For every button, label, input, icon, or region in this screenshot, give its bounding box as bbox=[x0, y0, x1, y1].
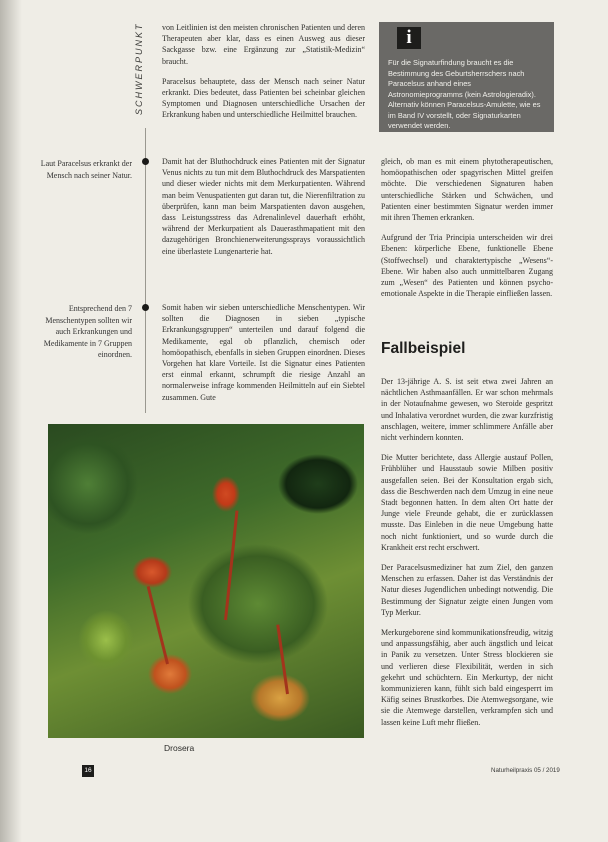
sidenote-bullet bbox=[142, 304, 149, 311]
drosera-photo bbox=[48, 424, 364, 738]
footer-publication: Naturheilpraxis 05 / 2019 bbox=[491, 767, 560, 774]
info-box bbox=[379, 22, 554, 132]
plant-stem bbox=[276, 624, 289, 694]
paragraph: gleich, ob man es mit einem phytotherapeutischen, homöopathischen oder spagyrischen Mittel greifen möchte. Die verschiedenen Signaturen haben unterschiedliche Stärken und Schwächen, und Patienten einer bestimmten Signatur werden immer mit ihren Themen erkranken. bbox=[381, 157, 553, 223]
page-number: 16 bbox=[82, 765, 94, 777]
margin-rule bbox=[145, 128, 146, 413]
paragraph: Damit hat der Bluthochdruck eines Patienten mit der Signatur Venus nichts zu tun mit dem Bluthochdruck des Marspatienten und dieser wieder nichts mit dem Merkurpatienten. Während man beim Venuspatienten gut daran tut, die Nierenfiltration zu überprüfen, kann man beim Marspatienten davon ausgehen, dass Leistungsstress das Adrenalinlevel dauerhaft erhöht, während der Merkurpatient als Dauerasthmapatient mit den dazugehörigen Bronchienerweiterungssprays voraussichtlich eine überlastete Lungenarterie hat. bbox=[162, 157, 365, 256]
photo-caption: Drosera bbox=[164, 743, 195, 753]
section-label: SCHWERPUNKT bbox=[134, 22, 144, 115]
sidenote-1: Laut Paracelsus erkrankt der Mensch nach seiner Natur. bbox=[40, 159, 132, 180]
column-2-bottom bbox=[381, 376, 553, 737]
paragraph: Aufgrund der Tria Principia unterscheiden wir drei Ebenen: körperliche Ebene, funktionelle Ebene (Stoffwechsel) und charaktertypische „Wesens“-Ebene. Wir haben also auch unmittelbaren Zugang zum „Wesen“ des Patienten und können psycho-emotionale Aspekte in die Therapie einfließen lassen. bbox=[381, 233, 553, 299]
column-1-top bbox=[162, 22, 365, 130]
sidenote-bullet bbox=[142, 158, 149, 165]
paragraph: von Leitlinien ist den meisten chronischen Patienten und deren Therapeuten aber klar, dass es einen Ausweg aus dieser Sackgasse bzw. eine Ergänzung zur „Statistik-Medizin“ braucht. bbox=[162, 23, 365, 66]
paragraph: Merkurgeborene sind kommunikationsfreudig, witzig und anpassungsfähig, aber auch ängstlich und leicat in Panik zu versetzen. Unter Stress blockieren sie und verlieren diese Flexibilität, werden in sich gekehrt und schüchtern. Ein Merkurtyp, der nicht kommunizieren kann, fühlt sich bald eingesperrt im Käfig seines Brustkorbes. Die Atemwegsorgane, wie sie die Atemwege darstellen, verkrampfen sich und lassen keine Luft mehr fließen. bbox=[381, 628, 553, 727]
paragraph: Der Paracelsusmediziner hat zum Ziel, den ganzen Menschen zu erfassen. Daher ist das Verständnis der Natur dieses Jugendlichen unbedingt notwendig. Die Bestimmung der Signatur zeigte einen Jungen vom Typ Merkur. bbox=[381, 563, 553, 617]
column-2-top bbox=[381, 156, 553, 308]
column-1-bottom bbox=[162, 302, 365, 412]
paragraph: Der 13-jährige A. S. ist seit etwa zwei Jahren an nächtlichen Asthmaanfällen. Er war schon mehrmals in der Notaufnahme gewesen, wo Steroide gespritzt und Inhalativa verordnet wurden, die zwar kurzfristig anschlagen, weitere, immer schlimmere Anfälle aber nicht verhindern konnten. bbox=[381, 377, 553, 443]
info-icon: i bbox=[397, 27, 421, 49]
sidenote-2: Entsprechend den 7 Menschentypen sollten wir auch Erkrankungen und Medikamente in 7 Gruppen einordnen. bbox=[43, 304, 132, 359]
plant-stem bbox=[147, 586, 169, 664]
info-box-text: Für die Signaturfindung braucht es die Bestimmung des Geburtsherrschers nach Paracelsus anhand eines Astronomieprogramms (kein Astrologieradix). Alternativ können Paracelsus-Amulette, wie es im Band IV vorstellt, oder Signaturkarten verwendet werden. bbox=[388, 58, 541, 130]
section-heading: Fallbeispiel bbox=[381, 340, 466, 357]
plant-stem bbox=[224, 510, 238, 620]
paragraph: Die Mutter berichtete, dass Allergie austauf Pollen, Frühblüher und Hausstaub sowie Milben positiv ausgefallen seien. Bei der Konsultation ergab sich, dass die Beschwerden nach dem Umzug in eine neue Stadt begonnen hatten. In dem alten Ort hatte der Junge viele Freunde gehabt, die er zurücklassen musste. Das Einleben in die neue Umgebung hatte noch nicht funktioniert, und so wurde durch die Krankheit erst recht erschwert. bbox=[381, 453, 553, 552]
paragraph: Paracelsus behauptete, dass der Mensch nach seiner Natur erkrankt. Dies bedeutet, dass Patienten bei scheinbar gleichen Symptomen und Diagnosen unterschiedliche Ursachen der Erkrankung haben und unterschiedliche Heilmittel brauchen. bbox=[162, 76, 365, 120]
column-1-middle bbox=[162, 156, 365, 266]
paragraph: Somit haben wir sieben unterschiedliche Menschentypen. Wir sollten die Diagnosen in sieben „typische Erkrankungsgruppen“ unterteilen und darauf folgend die Medikamente, egal ob pflanzlich, chemisch oder homöopathisch, ebenfalls in sieben Gruppen einordnen. Dieses Vorgehen hat klare Vorteile. Ist die Signatur eines Patienten erst einmal erkannt, schrumpft die riesige Anzahl an normalerweise infrage kommenden Heilmitteln auf ein Siebtel zusammen. Gute bbox=[162, 303, 365, 402]
